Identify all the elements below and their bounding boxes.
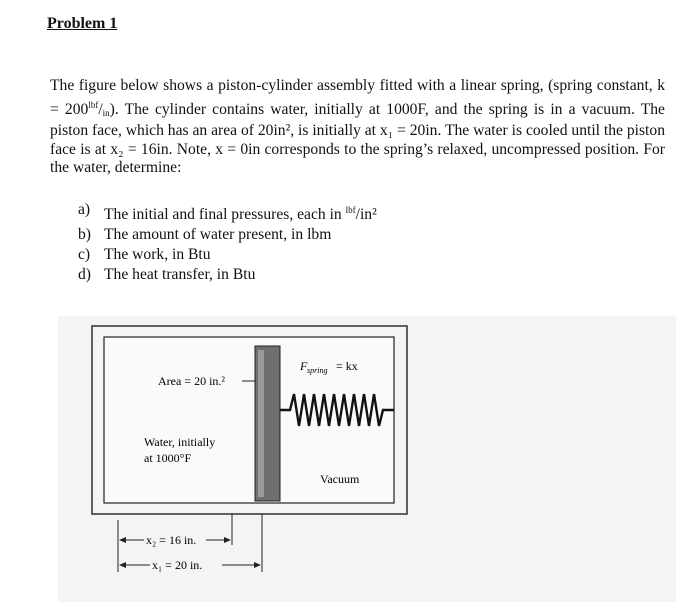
question-text: The work, in Btu: [104, 246, 211, 263]
question-letter: c): [78, 246, 91, 263]
spring-force-symbol: F: [300, 359, 308, 373]
question-letter: a): [78, 201, 91, 218]
water-label-line1: Water, initially: [144, 435, 216, 449]
question-text: The amount of water present, in lbm: [104, 226, 332, 243]
spring-unit-sup: lbf: [88, 99, 99, 110]
question-letter: d): [78, 266, 91, 283]
spring-force-subscript: spring: [307, 366, 328, 375]
vacuum-label: Vacuum: [320, 472, 360, 486]
piston-highlight: [258, 350, 264, 497]
spring-force-equation: = kx: [336, 359, 358, 373]
spring-unit-sub: in: [102, 107, 110, 118]
question-text: The heat transfer, in Btu: [104, 266, 256, 283]
water-label-line2: at 1000°F: [144, 451, 192, 465]
question-text: The initial and final pressures, each in $^{lbf}$/in²: [104, 205, 377, 223]
statement-intro: The figure below shows a piston-cylinder assembly fitted with a linear spring, (spring constant, k = 200: [50, 77, 665, 118]
x1-label: x₁ = 20 in.: [152, 558, 203, 572]
statement-body: ). The cylinder contains water, initially at 1000F, and the spring is in a vacuum. The piston face, which has an area of 20in², is initially at x₁ = 20in. The water is cooled until the piston face is at x₂ = 16in. Note, x = 0in corresponds to the spring’s relaxed, uncompressed position. For the water, determine:: [50, 100, 665, 176]
problem-statement: The figure below shows a piston-cylinder assembly fitted with a linear spring, (spring constant, $k = 200^{lbf}/_{in}$). The cylinder contains water, initially at 1000F, and the spring is in a vacuum. The piston face, which has an area of 20in², is initially at x₁ = 20in. The water is cooled until the piston face is at x₂ = 16in. Note, x = 0in corresponds to the spring’s relaxed, uncompressed position. For the water, determine:: [50, 77, 665, 176]
problem-title: Problem 1: [47, 15, 118, 32]
x2-label: x₂ = 16 in.: [146, 533, 197, 547]
pressure-unit-tail: /in²: [355, 206, 377, 223]
pressure-unit-sup: lbf: [345, 205, 356, 215]
area-label: Area = 20 in.²: [158, 374, 226, 388]
question-letter: b): [78, 226, 91, 243]
